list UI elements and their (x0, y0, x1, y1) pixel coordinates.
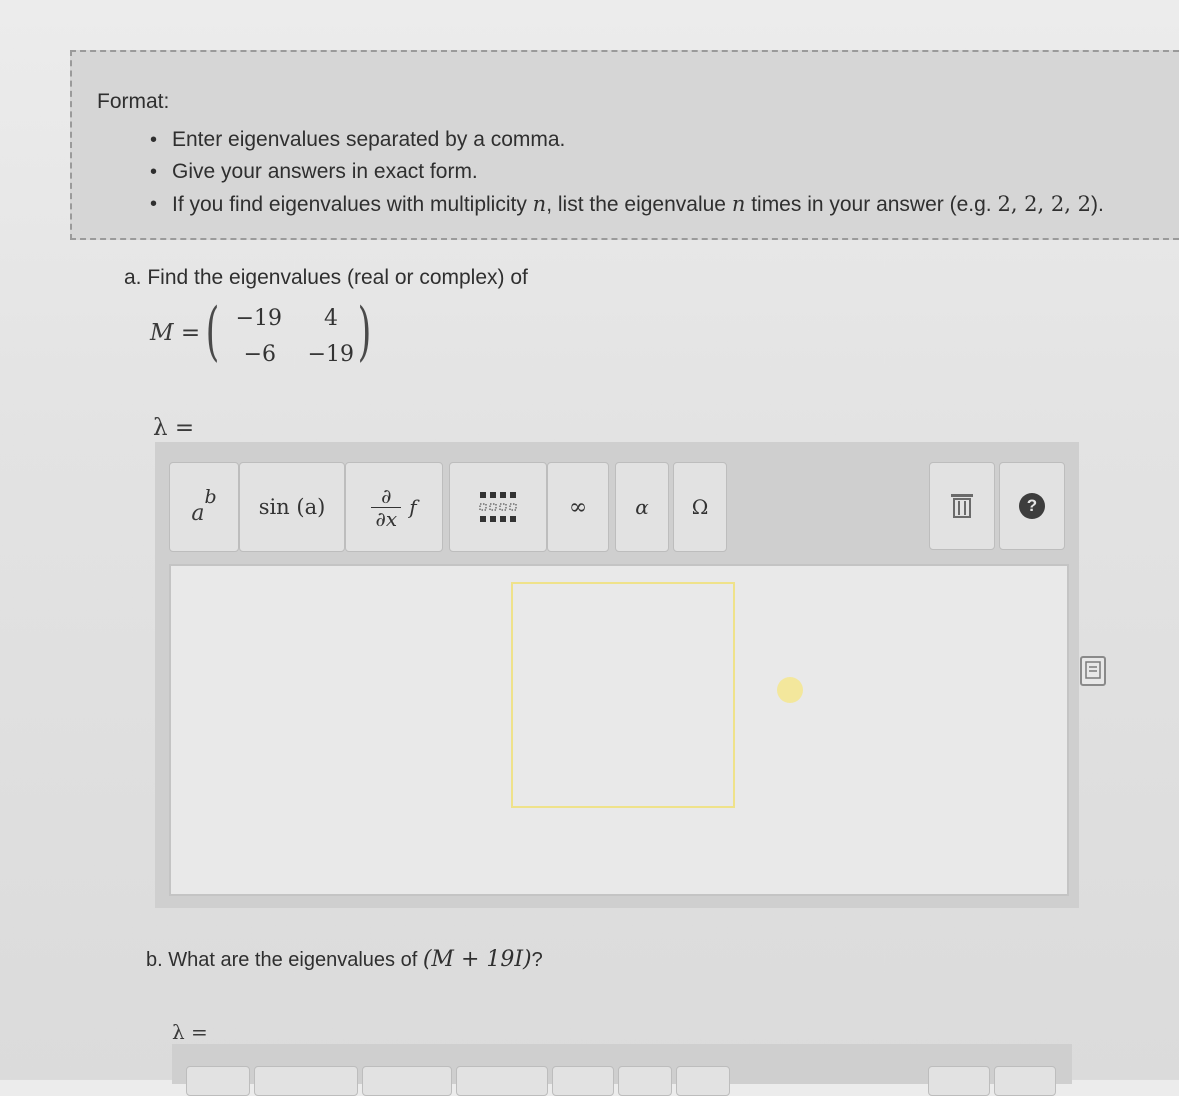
matrix-cell: −6 (243, 342, 276, 367)
format-item: • Enter eigenvalues separated by a comma. (150, 128, 566, 151)
document-icon[interactable] (1080, 656, 1106, 686)
part-a-question: a. Find the eigenvalues (real or complex) of (124, 266, 528, 289)
trash-button[interactable] (929, 462, 995, 550)
matrix-cell: −19 (307, 342, 354, 367)
toolbar-button[interactable] (552, 1066, 614, 1096)
math-editor-a (155, 442, 1079, 908)
matrix-grid-icon (478, 490, 518, 524)
answer-input-a[interactable] (169, 564, 1069, 896)
toolbar-button[interactable] (456, 1066, 548, 1096)
infinity-button[interactable]: ∞ (547, 462, 609, 552)
trash-icon (950, 493, 974, 519)
input-placeholder-box (511, 582, 735, 808)
matrix-button[interactable] (449, 462, 547, 552)
matrix-m (150, 295, 390, 370)
format-list (150, 124, 1104, 221)
symbol-omega-button[interactable]: Ω (673, 462, 727, 552)
light-glare (765, 665, 815, 715)
right-paren: ) (357, 295, 372, 369)
help-button[interactable] (999, 462, 1065, 550)
toolbar-button[interactable] (186, 1066, 250, 1096)
format-item: • Give your answers in exact form. (150, 160, 478, 183)
format-instructions-box (70, 50, 1179, 240)
format-item: • If you find eigenvalues with multiplicity n, list the eigenvalue n times in your answer (e.g. 2, 2, 2, 2). (150, 192, 1104, 216)
toolbar-button[interactable] (676, 1066, 730, 1096)
matrix-cell: 4 (324, 306, 338, 331)
matrix-label: M = (150, 320, 201, 346)
help-icon: ? (1019, 493, 1045, 519)
math-editor-b (172, 1044, 1072, 1084)
lambda-label-b: λ = (172, 1020, 208, 1044)
derivative-button[interactable]: ∂ ∂x f (345, 462, 443, 552)
toolbar-button[interactable] (928, 1066, 990, 1096)
format-title: Format: (97, 90, 170, 113)
toolbar-button[interactable] (254, 1066, 358, 1096)
toolbar-button[interactable] (618, 1066, 672, 1096)
toolbar-button[interactable] (994, 1066, 1056, 1096)
toolbar-button[interactable] (362, 1066, 452, 1096)
sin-button[interactable]: sin (a) (239, 462, 345, 552)
left-paren: ( (205, 295, 220, 369)
greek-alpha-button[interactable]: α (615, 462, 669, 552)
lambda-label-a: λ = (153, 415, 195, 441)
matrix-cell: −19 (235, 306, 282, 331)
power-button[interactable]: a b (169, 462, 239, 552)
part-b-question: b. What are the eigenvalues of (M + 19I)? (146, 947, 543, 972)
